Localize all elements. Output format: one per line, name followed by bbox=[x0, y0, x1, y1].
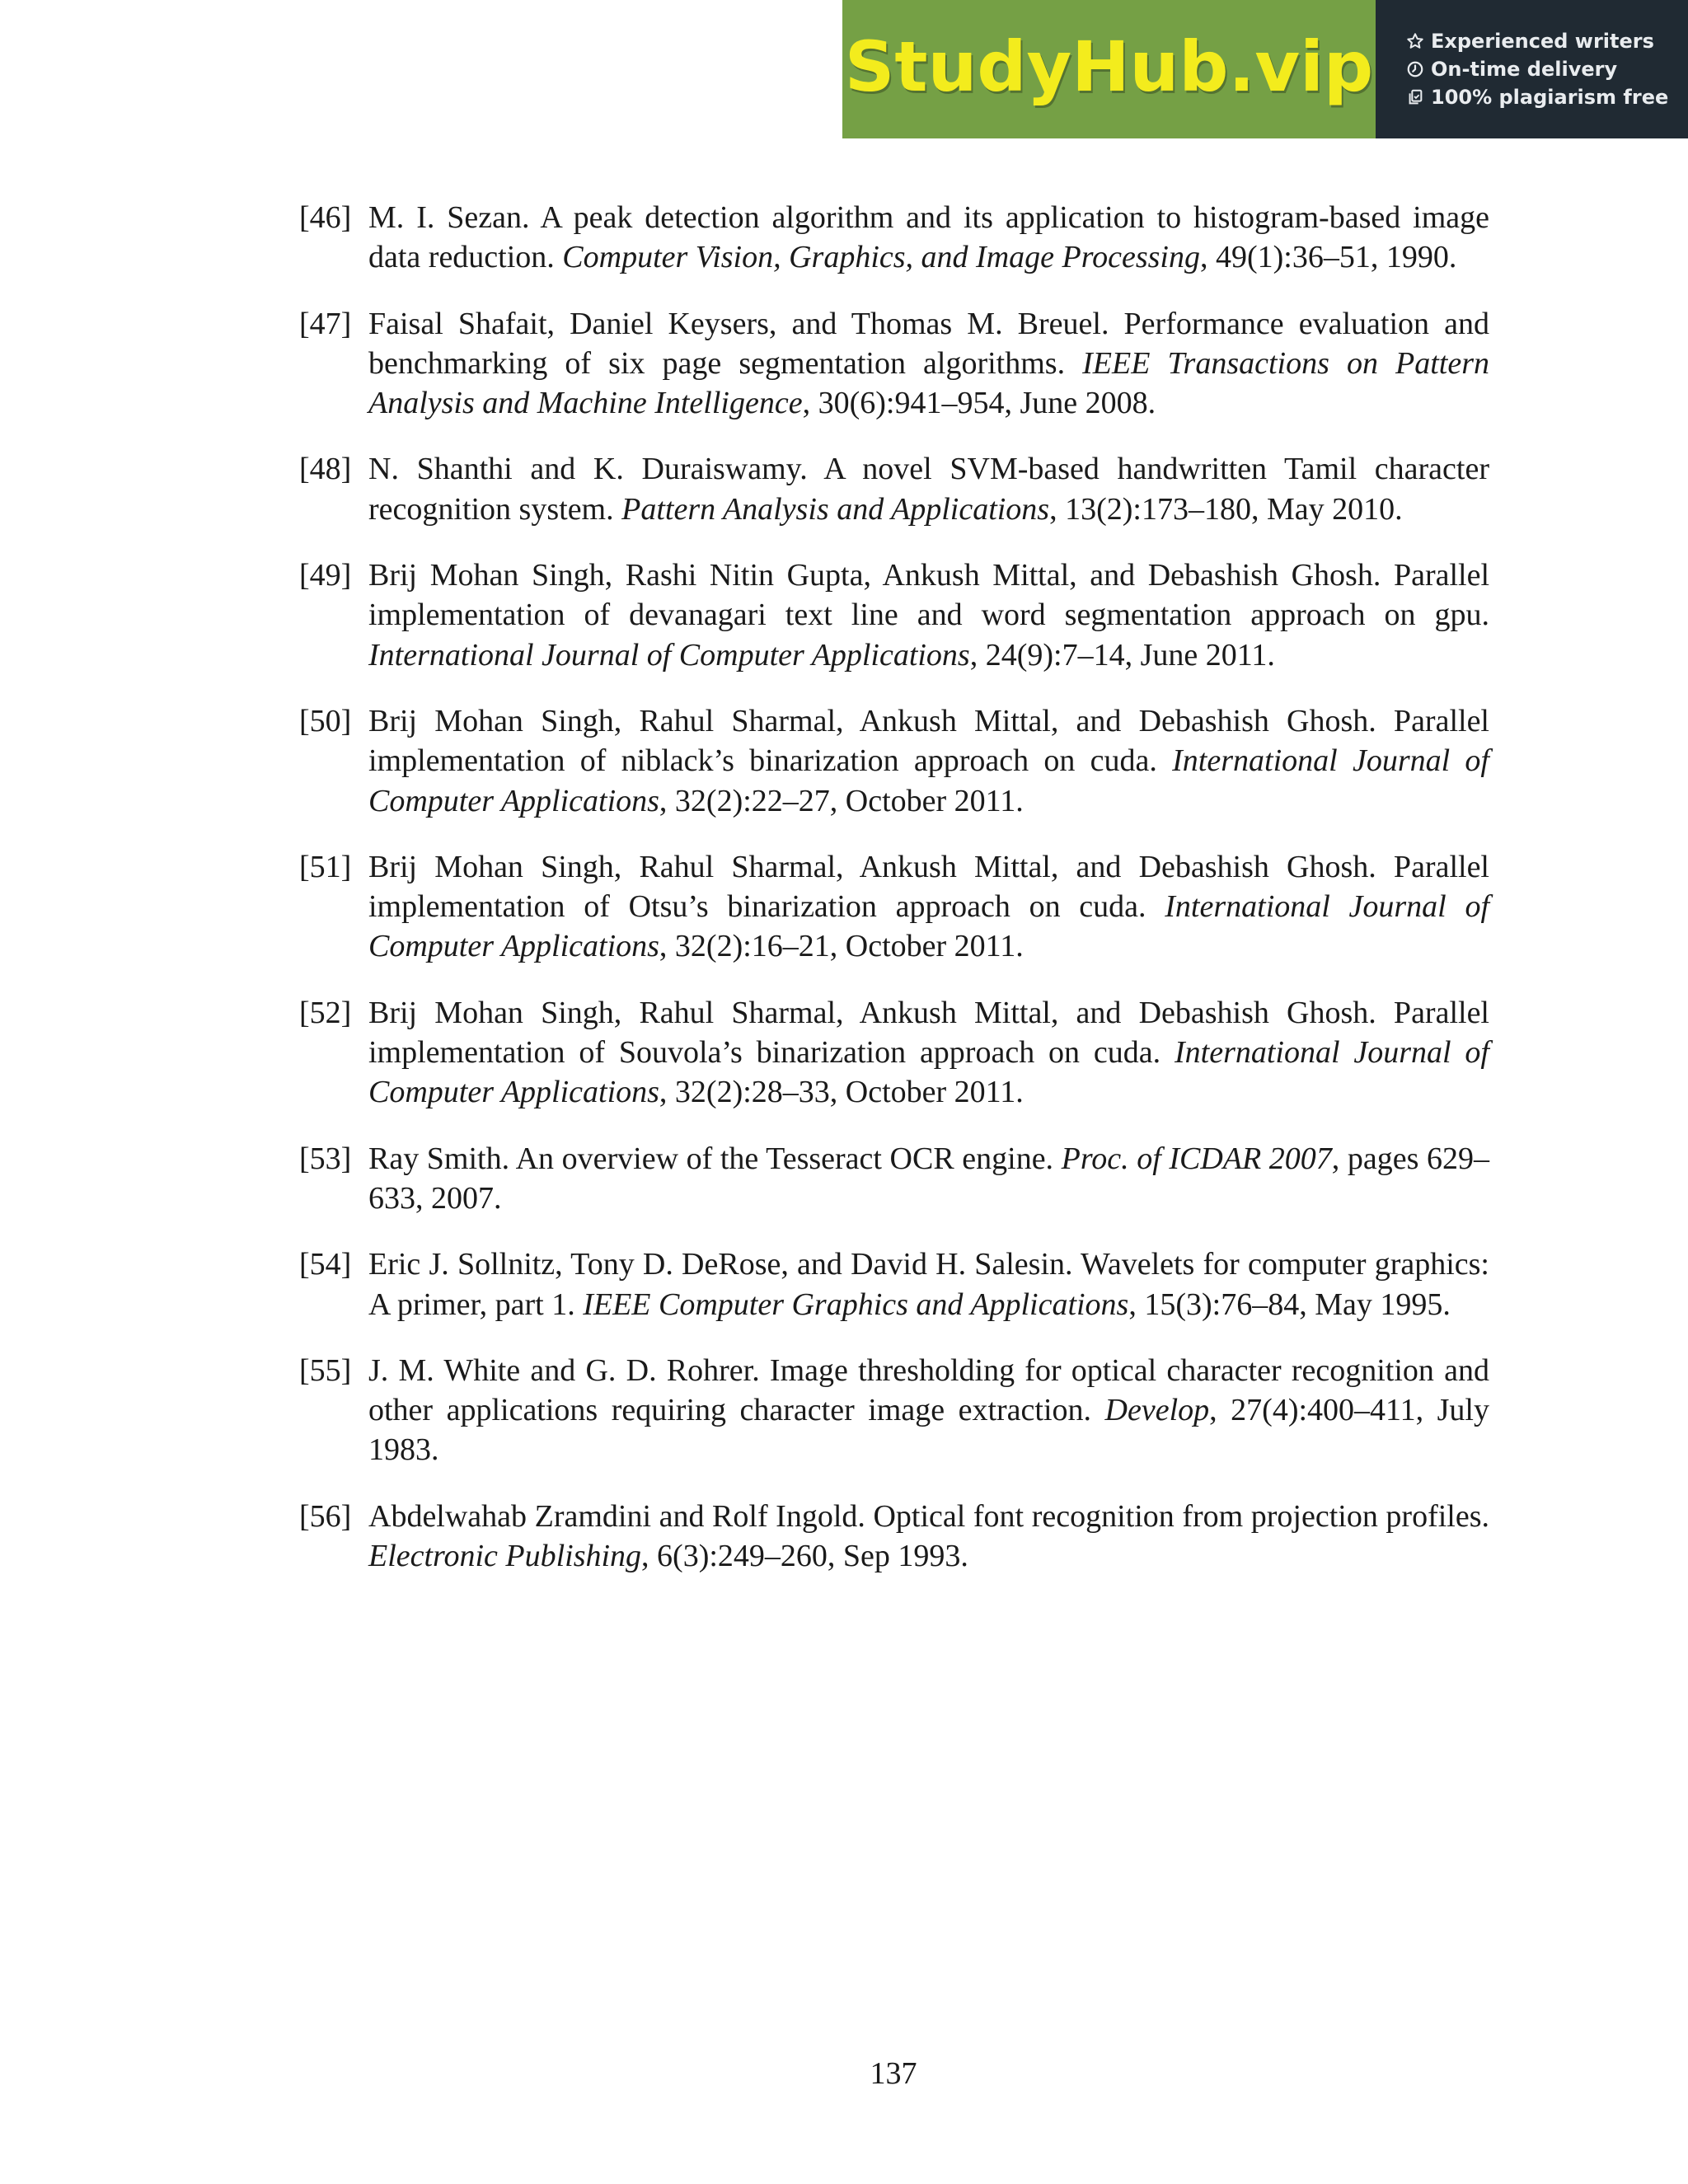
reference-text bbox=[368, 1139, 1489, 1219]
page-number: 137 bbox=[870, 2056, 917, 2091]
reference-text bbox=[368, 304, 1489, 424]
reference-details: , 15(3):76–84, May 1995. bbox=[1128, 1286, 1451, 1322]
reference-details: , 30(6):941–954, June 2008. bbox=[802, 386, 1156, 421]
reference-text bbox=[368, 1244, 1489, 1324]
reference-venue: International Journal of Computer Applications bbox=[368, 637, 970, 673]
reference-authors-title: Faisal Shafait, Daniel Keysers, and Thomas M. Breuel. Performance evaluation and benchmarking of six page segmentation algorithms. bbox=[368, 306, 1489, 381]
reference-item bbox=[299, 1244, 1489, 1324]
reference-number: [55] bbox=[299, 1352, 352, 1388]
reference-venue: IEEE Transactions on Pattern Analysis and Machine Intelligence bbox=[368, 345, 1490, 421]
reference-details: , 32(2):28–33, October 2011. bbox=[659, 1075, 1024, 1110]
reference-authors-title: Abdelwahab Zramdini and Rolf Ingold. Optical font recognition from projection profiles. bbox=[368, 1498, 1489, 1534]
reference-text bbox=[368, 993, 1489, 1113]
reference-details: , 6(3):249–260, Sep 1993. bbox=[641, 1539, 968, 1574]
reference-authors-title: M. I. Sezan. A peak detection algorithm and its application to histogram-based image data reduction. bbox=[368, 200, 1489, 275]
reference-venue: IEEE Computer Graphics and Applications bbox=[583, 1286, 1129, 1322]
features-panel bbox=[1376, 0, 1688, 138]
reference-number: [51] bbox=[299, 849, 352, 884]
reference-venue: International Journal of Computer Applications bbox=[368, 889, 1490, 964]
reference-details: , pages 629–633, 2007. bbox=[368, 1141, 1489, 1216]
reference-authors-title: Eric J. Sollnitz, Tony D. DeRose, and David H. Salesin. Wavelets for computer graphics: A primer, part 1. bbox=[368, 1247, 1489, 1322]
feature-label: 100% plagiarism free bbox=[1431, 86, 1669, 109]
reference-venue: International Journal of Computer Applications bbox=[368, 743, 1489, 818]
reference-text bbox=[368, 449, 1489, 529]
reference-item bbox=[299, 701, 1489, 821]
reference-venue: Proc. of ICDAR 2007 bbox=[1061, 1141, 1332, 1176]
reference-number: [53] bbox=[299, 1141, 352, 1176]
feature-label: Experienced writers bbox=[1431, 30, 1654, 53]
reference-text bbox=[368, 555, 1489, 675]
reference-authors-title: Ray Smith. An overview of the Tesseract OCR engine. bbox=[368, 1141, 1062, 1176]
reference-number: [52] bbox=[299, 995, 352, 1030]
reference-number: [48] bbox=[299, 452, 352, 487]
reference-text bbox=[368, 1497, 1489, 1577]
brand-logo-text[interactable]: StudyHub.vip bbox=[844, 26, 1374, 107]
reference-venue: International Journal of Computer Applications bbox=[368, 1035, 1489, 1110]
reference-item bbox=[299, 993, 1489, 1113]
reference-details: , 27(4):400–411, July 1983. bbox=[368, 1393, 1489, 1468]
reference-item bbox=[299, 304, 1489, 424]
reference-details: , 32(2):16–21, October 2011. bbox=[659, 929, 1024, 964]
reference-venue: Develop bbox=[1104, 1393, 1210, 1428]
studyhub-banner[interactable] bbox=[842, 0, 1688, 138]
reference-authors-title: Brij Mohan Singh, Rahul Sharmal, Ankush Mittal, and Debashish Ghosh. Parallel implementation of Otsu’s binarization approach on cuda. bbox=[368, 849, 1489, 925]
reference-authors-title: Brij Mohan Singh, Rahul Sharmal, Ankush Mittal, and Debashish Ghosh. Parallel implementation of Souvola’s binarization approach on cuda. bbox=[368, 995, 1489, 1071]
reference-item bbox=[299, 1351, 1489, 1470]
copy-icon bbox=[1405, 87, 1425, 107]
reference-item bbox=[299, 449, 1489, 529]
reference-number: [54] bbox=[299, 1247, 352, 1282]
reference-venue: Pattern Analysis and Applications bbox=[621, 491, 1050, 527]
reference-number: [46] bbox=[299, 200, 352, 235]
reference-list bbox=[299, 198, 1489, 1602]
feature-label: On-time delivery bbox=[1431, 58, 1618, 81]
reference-authors-title: Brij Mohan Singh, Rahul Sharmal, Ankush Mittal, and Debashish Ghosh. Parallel implementation of niblack’s binarization approach on cuda. bbox=[368, 703, 1489, 779]
reference-item bbox=[299, 1497, 1489, 1577]
star-icon bbox=[1405, 31, 1425, 51]
reference-item bbox=[299, 847, 1489, 967]
reference-authors-title: J. M. White and G. D. Rohrer. Image thresholding for optical character recognition and other applications requiring character image extraction. bbox=[368, 1352, 1489, 1428]
reference-number: [47] bbox=[299, 306, 352, 341]
brand-panel[interactable] bbox=[842, 0, 1376, 138]
reference-venue: Computer Vision, Graphics, and Image Processing bbox=[562, 240, 1200, 275]
reference-number: [49] bbox=[299, 558, 352, 593]
feature-experienced-writers bbox=[1405, 31, 1688, 51]
reference-text bbox=[368, 701, 1489, 821]
reference-text bbox=[368, 198, 1489, 278]
reference-text bbox=[368, 847, 1489, 967]
reference-item bbox=[299, 1139, 1489, 1219]
reference-details: , 24(9):7–14, June 2011. bbox=[969, 637, 1275, 673]
reference-number: [56] bbox=[299, 1498, 352, 1534]
reference-item bbox=[299, 198, 1489, 278]
reference-authors-title: Brij Mohan Singh, Rashi Nitin Gupta, Ankush Mittal, and Debashish Ghosh. Parallel implementation of devanagari text line and word segmentation approach on gpu. bbox=[368, 558, 1489, 633]
reference-details: , 49(1):36–51, 1990. bbox=[1199, 240, 1457, 275]
reference-venue: Electronic Publishing bbox=[368, 1539, 642, 1574]
reference-item bbox=[299, 555, 1489, 675]
reference-authors-title: N. Shanthi and K. Duraiswamy. A novel SVM-based handwritten Tamil character recognition system. bbox=[368, 452, 1489, 527]
reference-details: , 32(2):22–27, October 2011. bbox=[659, 783, 1024, 818]
reference-details: , 13(2):173–180, May 2010. bbox=[1049, 491, 1403, 527]
clock-icon bbox=[1405, 59, 1425, 79]
reference-number: [50] bbox=[299, 703, 352, 738]
feature-on-time-delivery bbox=[1405, 59, 1688, 79]
feature-plagiarism-free bbox=[1405, 87, 1688, 107]
reference-text bbox=[368, 1351, 1489, 1470]
